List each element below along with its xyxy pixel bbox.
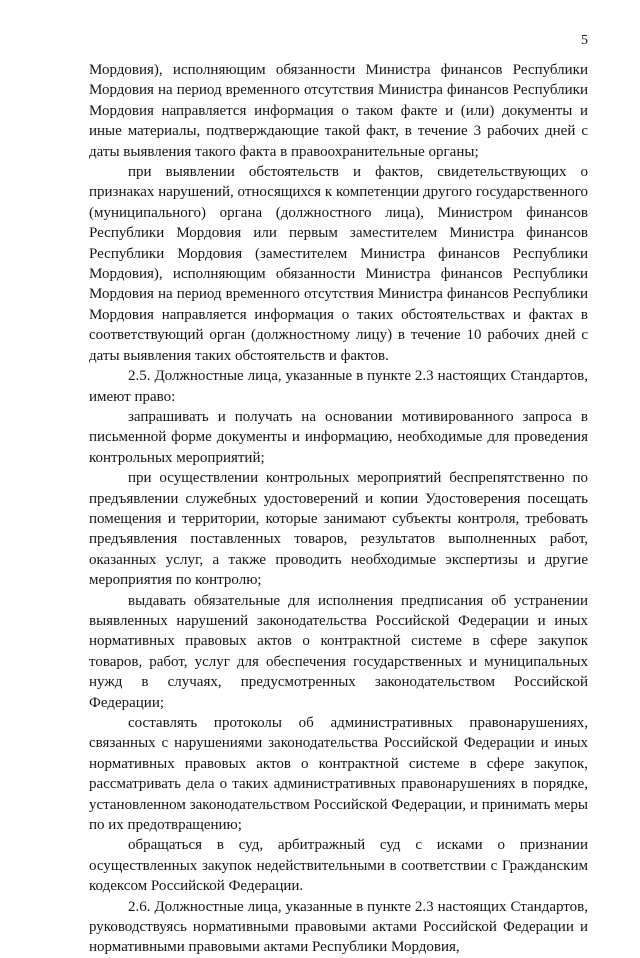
paragraph-request-documents: запрашивать и получать на основании мотивированного запроса в письменной форме документы и информацию, необходимые для проведения контрольных мероприятий; [89,408,588,466]
paragraph-court-claims: обращаться в суд, арбитражный суд с исками о признании осуществленных закупок недействительными в соответствии с Гражданским кодексом Российской Федерации. [89,837,588,895]
paragraph-2-6: 2.6. Должностные лица, указанные в пункте 2.3 настоящих Стандартов, руководствуясь нормативными правовыми актами Российской Федерации и нормативными правовыми актами Республики Мордовия, [89,898,588,956]
page-number: 5 [581,33,588,48]
paragraph-protocols: составлять протоколы об административных правонарушениях, связанных с нарушениями законодательства Российской Федерации и иных нормативных правовых актов о контрактной системе в сфере закупок, рассматривать дела о таких административных правонарушениях в порядке, установленном законодательством Российской Федерации, и принимать меры по их предотвращению; [89,715,588,834]
paragraph-law-enforcement-exception: при выявлении обстоятельств и фактов, свидетельствующих о признаках нарушений, относящихся к компетенции другого государственного (муниципального) органа (должностного лица), Министром финансов Республики Мордовия или первым заместителем Министра финансов Республики Мордовия (заместителем Министра финансов Республики Мордовия), исполняющим обязанности Министра финансов Республики Мордовия на период временного отсутствия Министра финансов Республики Мордовия направляется информация о таких обстоятельствах и фактах в соответствующий орган (должностному лицу) в течение 10 рабочих дней с даты выявления таких обстоятельств и фактов. [89,164,588,364]
paragraph-issue-orders: выдавать обязательные для исполнения предписания об устранении выявленных нарушений законодательства Российской Федерации и иных нормативных правовых актов о контрактной системе в сфере закупок товаров, работ, услуг для обеспечения государственных и муниципальных нужд в случаях, предусмотренных законодательством Российской Федерации; [89,592,588,711]
paragraph-continuation: Мордовия), исполняющим обязанности Министра финансов Республики Мордовия на период временного отсутствия Министра финансов Республики Мордовия направляется информация о таком факте и (или) документы и иные материалы, подтверждающие такой факт, в течение 3 рабочих дней с даты выявления такого факта в правоохранительные органы; [89,62,588,160]
paragraph-2-5-rights: 2.5. Должностные лица, указанные в пункте 2.3 настоящих Стандартов, имеют право: [89,368,588,405]
paragraph-access-premises: при осуществлении контрольных мероприятий беспрепятственно по предъявлении служебных удостоверений и копии Удостоверения посещать помещения и территории, которые занимают субъекты контроля, требовать предъявления поставленных товаров, результатов выполненных работ, оказанных услуг, а также проводить необходимые экспертизы и другие мероприятия по контролю; [89,470,588,589]
document-body [89,60,588,958]
